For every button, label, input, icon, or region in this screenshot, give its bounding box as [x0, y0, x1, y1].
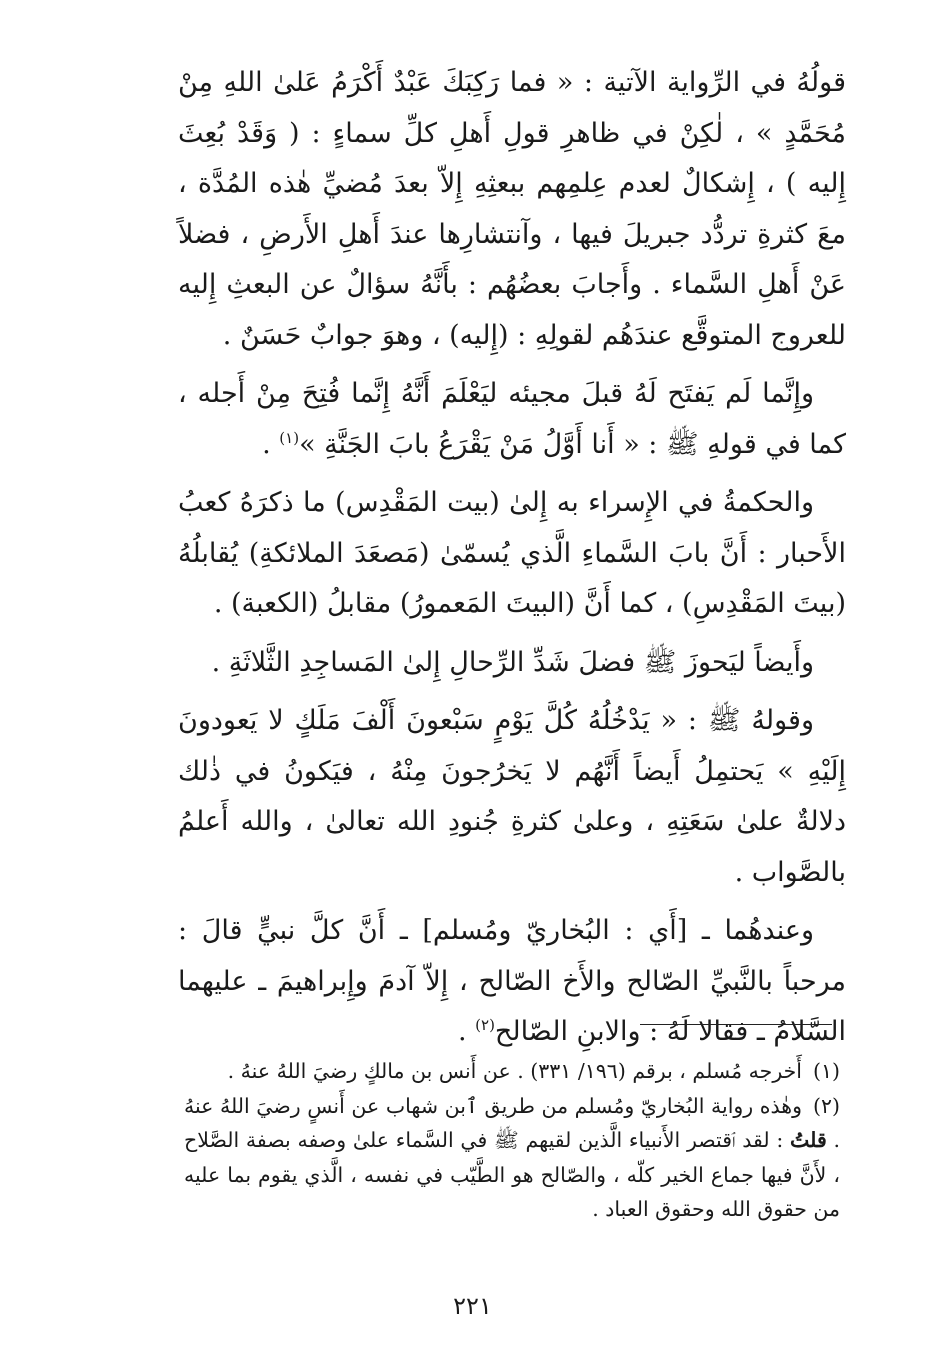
paragraph-4-text: وأَيضاً ليَحوزَ ﷺ فضلَ شَدِّ الرِّحالِ إِلىٰ المَساجِدِ الثَّلاثَةِ .: [211, 646, 814, 678]
footnote-2-number: (٢): [812, 1093, 840, 1118]
page-number: ٢٢١: [453, 1292, 492, 1320]
paragraph-1-text: قولُهُ في الرِّواية الآتية : « فما رَكِبَكَ عَبْدٌ أَكْرَمُ عَلىٰ اللهِ مِنْ مُحَمَّدٍ » ، لٰكِنْ في ظاهرِ قولِ أَهلِ كلِّ سماءٍ : ( وَقَدْ بُعِثَ إِليه ) ، إِشكالٌ لعدم عِلمِهم ببعثِهِ إِلاّ بعدَ مُضيِّ هٰذه المُدَّة ، معَ كثرةِ تردُّد جبريلَ فيها ، وآنتشارِها عندَ أَهلِ الأَرضِ ، فضلاً عَنْ أَهلِ السَّماء . وأَجابَ بعضُهُم : بأَنَّهُ سؤالٌ عن البعثِ إِليه للعروج المتوقَّع عندَهُم لقولِهِ : (إِليه) ، وهوَ جوابٌ حَسَنٌ .: [178, 67, 846, 351]
footnote-2: [184, 1089, 840, 1227]
footnote-separator: [640, 1024, 832, 1025]
paragraph-5-text: وقولهُ ﷺ : « يَدْخُلُهُ كُلَّ يَوْمٍ سَبْعونَ أَلْفَ مَلَكٍ لا يَعودونَ إِلَيْهِ » يَحتمِلُ أَيضاً أَنَّهُم لا يَخرُجونَ مِنْهُ ، فيَكونُ في ذٰلك دلالةٌ علىٰ سَعَتِهِ ، وعلىٰ كثرةِ جُنودِ الله تعالىٰ ، والله أَعلمُ بالصَّواب .: [178, 705, 846, 888]
paragraph-6-tail: .: [457, 1016, 476, 1047]
footnote-1-text: أَخرجه مُسلم ، برقم (١٩٦/ ٣٣١) . عن أَنس بن مالكٍ رضيَ اللهُ عنهُ .: [227, 1059, 802, 1083]
footnote-2-text-continued: : لقد ٱقتصر الأَنبياء الَّذين لقيهم ﷺ في السَّماء علىٰ وصفه بصفة الصَّلاح ، لأَنَّ فيها جماع الخير كلّه ، والصّالح هو الطَّيّب في نفسه ، الَّذي يقوم بما عليه من حقوق الله وحقوق العباد .: [184, 1128, 840, 1221]
paragraph-4: [178, 638, 846, 689]
footnote-ref-1[interactable]: (١): [279, 428, 300, 447]
main-text: [178, 58, 846, 1066]
footnotes: [184, 1054, 840, 1227]
paragraph-3: [178, 478, 846, 630]
paragraph-5: [178, 696, 846, 898]
paragraph-2: [178, 369, 846, 470]
footnote-2-bold-word: قلتُ: [790, 1128, 827, 1152]
footnote-1-number: (١): [812, 1059, 840, 1083]
footnote-2-text: وهٰذه رواية البُخاريّ ومُسلم من طريق ٱبن شهاب عن أَنسٍ رضيَ اللهُ عنهُ .: [184, 1093, 840, 1152]
footnote-ref-2[interactable]: (٢): [475, 1016, 495, 1034]
footnote-1: [184, 1054, 840, 1089]
paragraph-1: [178, 58, 846, 361]
paragraph-2-tail: .: [262, 428, 280, 460]
paragraph-2-text: وإِنَّما لَم يَفتَح لَهُ قبلَ مجيئه ليَعْلَمَ أَنَّهُ إِنَّما فُتِحَ مِنْ أَجله ، كما في قولهِ ﷺ : « أَنا أَوَّلُ مَنْ يَقْرَعُ بابَ الجَنَّةِ »: [178, 378, 846, 460]
paragraph-6-text: وعندهُما ـ [أَي : البُخاريّ ومُسلم] ـ أَنَّ كلَّ نبيٍّ قالَ : مرحباً بالنَّبيِّ الصّالح والأَخ الصّالح ، إِلاّ آدمَ وإِبراهيمَ ـ عليهما السَّلامُ ـ فقالا لَهُ : والابنِ الصّالح: [178, 915, 846, 1047]
paragraph-3-text: والحكمةُ في الإِسراء به إِلىٰ (بيت المَقْدِس) ما ذكرَهُ كعبُ الأَحبار : أَنَّ بابَ السَّماءِ الَّذي يُسمّىٰ (مَصعَدَ الملائكةِ) يُقابلُهُ (بيتَ المَقْدِسِ) ، كما أَنَّ (البيتَ المَعمورُ) مقابلُ (الكعبة) .: [178, 487, 846, 619]
paragraph-6: [178, 906, 846, 1058]
